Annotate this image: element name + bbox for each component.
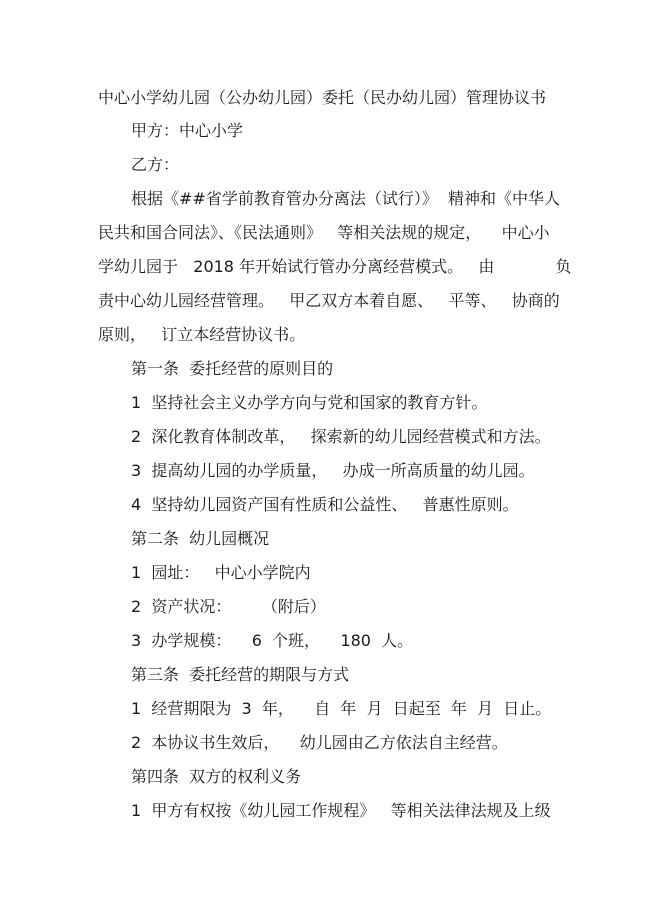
document-title: 中心小学幼儿园（公办幼儿园）委托（民办幼儿园）管理协议书 [98, 88, 547, 107]
intro-line: 责中心幼儿园经营管理。 甲乙双方本着自愿、 平等、 协商的 [98, 291, 560, 310]
article-item: 2 本协议书生效后， 幼儿园由乙方依法自主经营。 [131, 733, 508, 752]
article-item: 2 深化教育体制改革， 探索新的幼儿园经营模式和方法。 [131, 427, 551, 446]
article-heading: 第一条 委托经营的原则目的 [131, 359, 334, 378]
article-item: 4 坚持幼儿园资产国有性质和公益性、 普惠性原则。 [131, 495, 519, 514]
article-item: 1 园址： 中心小学院内 [131, 563, 311, 582]
article-item: 2 资产状况： （附后） [131, 597, 326, 616]
article-item: 1 坚持社会主义办学方向与党和国家的教育方针。 [131, 393, 488, 412]
intro-line: 民共和国合同法》、《民法通则》 等相关法规的规定， 中心小 [98, 223, 550, 242]
article-item: 3 办学规模： 6 个班， 180 人。 [131, 631, 414, 650]
article-heading: 第三条 委托经营的期限与方式 [131, 665, 350, 684]
article-heading: 第二条 幼儿园概况 [131, 529, 270, 548]
party-a: 甲方：中心小学 [131, 121, 244, 140]
intro-line: 原则， 订立本经营协议书。 [98, 325, 306, 344]
intro-line: 根据《##省学前教育管办分离法（试行）》 精神和《中华人 [131, 189, 560, 208]
intro-line: 学幼儿园于 2018 年开始试行管办分离经营模式。 由 负 [98, 257, 572, 276]
article-item: 3 提高幼儿园的办学质量， 办成一所高质量的幼儿园。 [131, 461, 535, 480]
party-b: 乙方： [131, 155, 180, 174]
article-item: 1 甲方有权按《幼儿园工作规程》 等相关法律法规及上级 [131, 801, 551, 820]
article-item: 1 经营期限为 3 年， 自 年 月 日起至 年 月 日止。 [131, 699, 552, 718]
article-heading: 第四条 双方的权利义务 [131, 767, 302, 786]
